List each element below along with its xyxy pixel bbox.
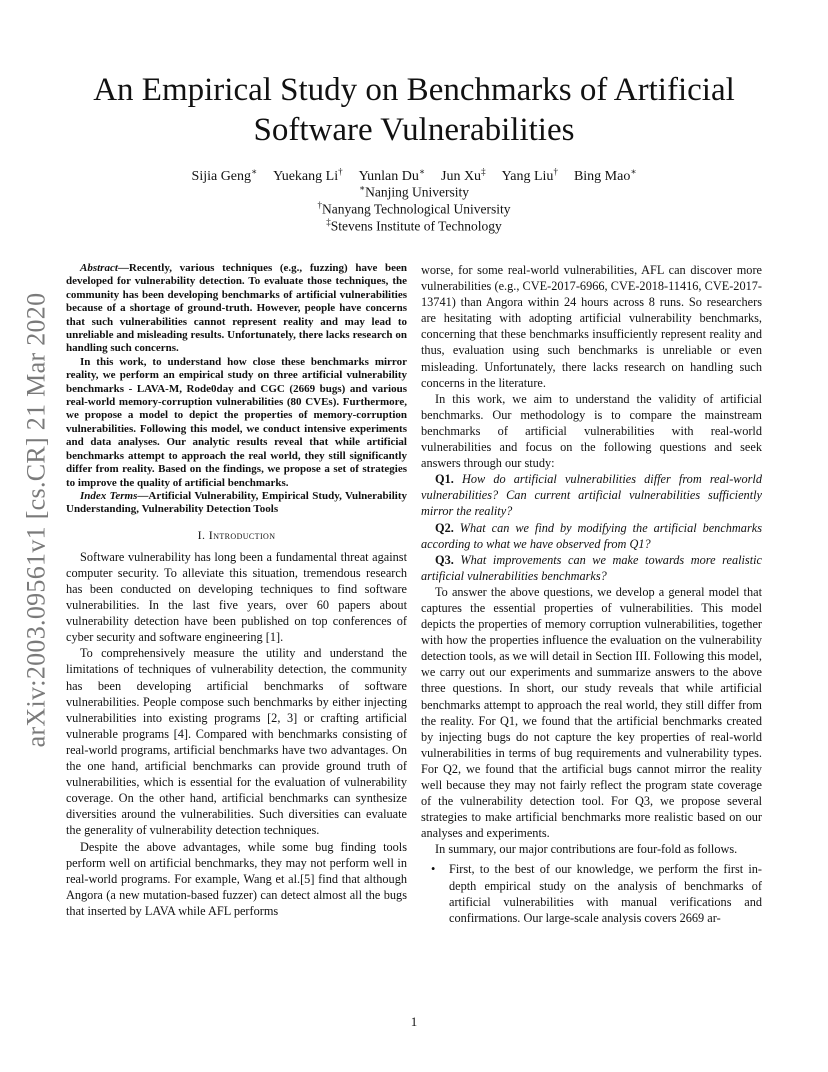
abstract-paragraph-2: In this work, to understand how close these benchmarks mirror reality, we perform an empirical study on three artificial vulnerability benchmarks - LAVA-M, Rode0day and CGC (2669 bugs) and various real-world memory-corruption vulnerabilities (80 CVEs). Furthermore, we propose a model to depict the properties of memory-corruption vulnerabilities. Following this model, we conduct intensive experiments and data analyses. Our analytic results reveal that while artificial benchmarks attempt to approach the real world, they still significantly differ from reality. Based on the findings, we propose a set of strategies to improve the quality of artificial benchmarks. bbox=[66, 355, 407, 489]
page-number: 1 bbox=[410, 1014, 418, 1029]
author-name: Yang Liu bbox=[501, 168, 554, 184]
arxiv-id: arXiv:2003.09561v1 [cs.CR] 21 Mar 2020 bbox=[21, 292, 51, 748]
question-3: Q3. What improvements can we make towards more realistic artificial vulnerabilities benchmarks? bbox=[421, 552, 763, 583]
right-column bbox=[421, 262, 762, 926]
right-paragraph-3: To answer the above questions, we develop a general model that captures the essential properties of vulnerabilities. This model depicts the properties of memory corruption vulnerabilities, together with how the properties influence the evaluation on the vulnerability detection tools, as we will detail in Section III. Following this model, we carry out our experiments and summarize answers to the above three questions. In short, our study reveals that while artificial benchmarks attempt to approach the real world, they still differ from the reality. For Q1, we found that the artificial benchmarks created by injecting bugs do not capture the key properties of real-world vulnerabilities in terms of bug requirements and vulnerability types. For Q2, we found that the artificial bugs cannot mirror the reality well because they may not fairly reflect the program state coverage of the vulnerability detection tool. For Q3, we propose several strategies to make artificial benchmarks more realistic based on our analyses and experiments. bbox=[421, 584, 762, 841]
author-affiliation-mark: ∗ bbox=[418, 166, 425, 176]
arxiv-watermark bbox=[22, 280, 50, 760]
author-affiliation-mark: † bbox=[553, 166, 558, 176]
index-terms: Index Terms—Artificial Vulnerability, Empirical Study, Vulnerability Understanding, Vulnerability Detection Tools bbox=[66, 489, 407, 516]
abstract-paragraph-1: Abstract—Recently, various techniques (e.g., fuzzing) have been developed for vulnerability detection. To evaluate those techniques, the community has been developing benchmarks of artificial vulnerabilities because of a shortage of ground-truth. However, people have concerns that such vulnerabilities cannot represent reality and may lead to unreliable and misleading results. Unfortunately, there lacks research on handling such concerns. bbox=[66, 262, 407, 355]
author-name: Sijia Geng bbox=[191, 168, 252, 184]
intro-paragraph-1: Software vulnerability has long been a fundamental threat against computer security. To alleviate this situation, tremendous research has been conducted on developing techniques to find software vulnerabilities. In the last five years, over 60 papers about vulnerability detection have been published on top conferences of cyber security and software engineering [1]. bbox=[66, 549, 407, 645]
left-column bbox=[66, 262, 407, 919]
abstract bbox=[66, 262, 407, 517]
contribution-bullet-1: • First, to the best of our knowledge, we perform the first in-depth empirical study on the analysis of benchmarks of artificial vulnerabilities with manual verifications and confirmations. Our large-scale analysis covers 2669 ar- bbox=[421, 861, 762, 925]
author-name: Jun Xu bbox=[441, 168, 482, 184]
right-paragraph-1: worse, for some real-world vulnerabilities, AFL can discover more vulnerabilities (e.g., CVE-2017-6966, CVE-2018-11416, CVE-2017-13741) than Angora within 24 hours across 8 runs. So researchers are hesitating with adopting artificial vulnerability benchmarks, concerning that these benchmarks insufficiently represent reality and thus, evaluation using such benchmarks is unreliable or even misleading. Unfortunately, there lacks research on handling such concerns in the literature. bbox=[421, 263, 762, 390]
author-affiliation-mark: ∗ bbox=[251, 166, 258, 176]
section-heading-introduction: I. Introduction bbox=[197, 527, 276, 542]
affiliation-2: †Nanyang Technological University bbox=[317, 200, 511, 217]
question-1: Q1. How do artificial vulnerabilities differ from real-world vulnerabilities? Can current artificial vulnerabilities sufficiently mirror the reality? bbox=[421, 472, 762, 519]
author-name: Bing Mao bbox=[573, 168, 631, 184]
right-paragraph-2: In this work, we aim to understand the validity of artificial benchmarks. Our methodology is to compare the mainstream benchmarks of artificial vulnerabilities with real-world vulnerabilities and focus on the following questions and seek answers through our study: bbox=[421, 391, 762, 471]
author-affiliation-mark: † bbox=[338, 166, 343, 176]
intro-paragraph-2: To comprehensively measure the utility and understand the limitations of techniques of vulnerability detection, the community has been developing artificial benchmarks of software vulnerabilities. People compose such benchmarks by either injecting vulnerabilities into existing programs [2, 3] or crafting artificial vulnerable programs [4]. Compared with benchmarks consisting of real-world programs, artificial benchmarks have two advantages. On the one hand, artificial benchmarks can provide ground truth of vulnerabilities, which is essential for the evaluation of vulnerability coverage. On the other hand, artificial benchmarks can synthesize diversities around the vulnerabilities. Such diversities can evaluate the generality of vulnerability detection techniques. bbox=[66, 646, 407, 838]
question-2: Q2. What can we find by modifying the artificial benchmarks according to what we have observed from Q1? bbox=[421, 520, 762, 551]
right-paragraph-4: In summary, our major contributions are four-fold as follows. bbox=[435, 842, 738, 857]
author-name: Yuekang Li bbox=[273, 168, 339, 184]
author-name: Yunlan Du bbox=[358, 168, 419, 184]
intro-paragraph-3: Despite the above advantages, while some bug finding tools perform well on artificial benchmarks, they may not perform well in real-world programs. For example, Wang et al.[5] find that although Angora (a new mutation-based fuzzer) can detect almost all the bugs that inserted by LAVA while AFL performs bbox=[66, 839, 407, 918]
author-affiliation-mark: ‡ bbox=[481, 166, 486, 176]
affiliation-3: ‡Stevens Institute of Technology bbox=[326, 217, 502, 234]
affiliation-1: ∗Nanjing University bbox=[359, 183, 469, 200]
paper-title: An Empirical Study on Benchmarks of Artificial Software Vulnerabilities bbox=[93, 72, 735, 148]
author-affiliation-mark: ∗ bbox=[630, 166, 637, 176]
